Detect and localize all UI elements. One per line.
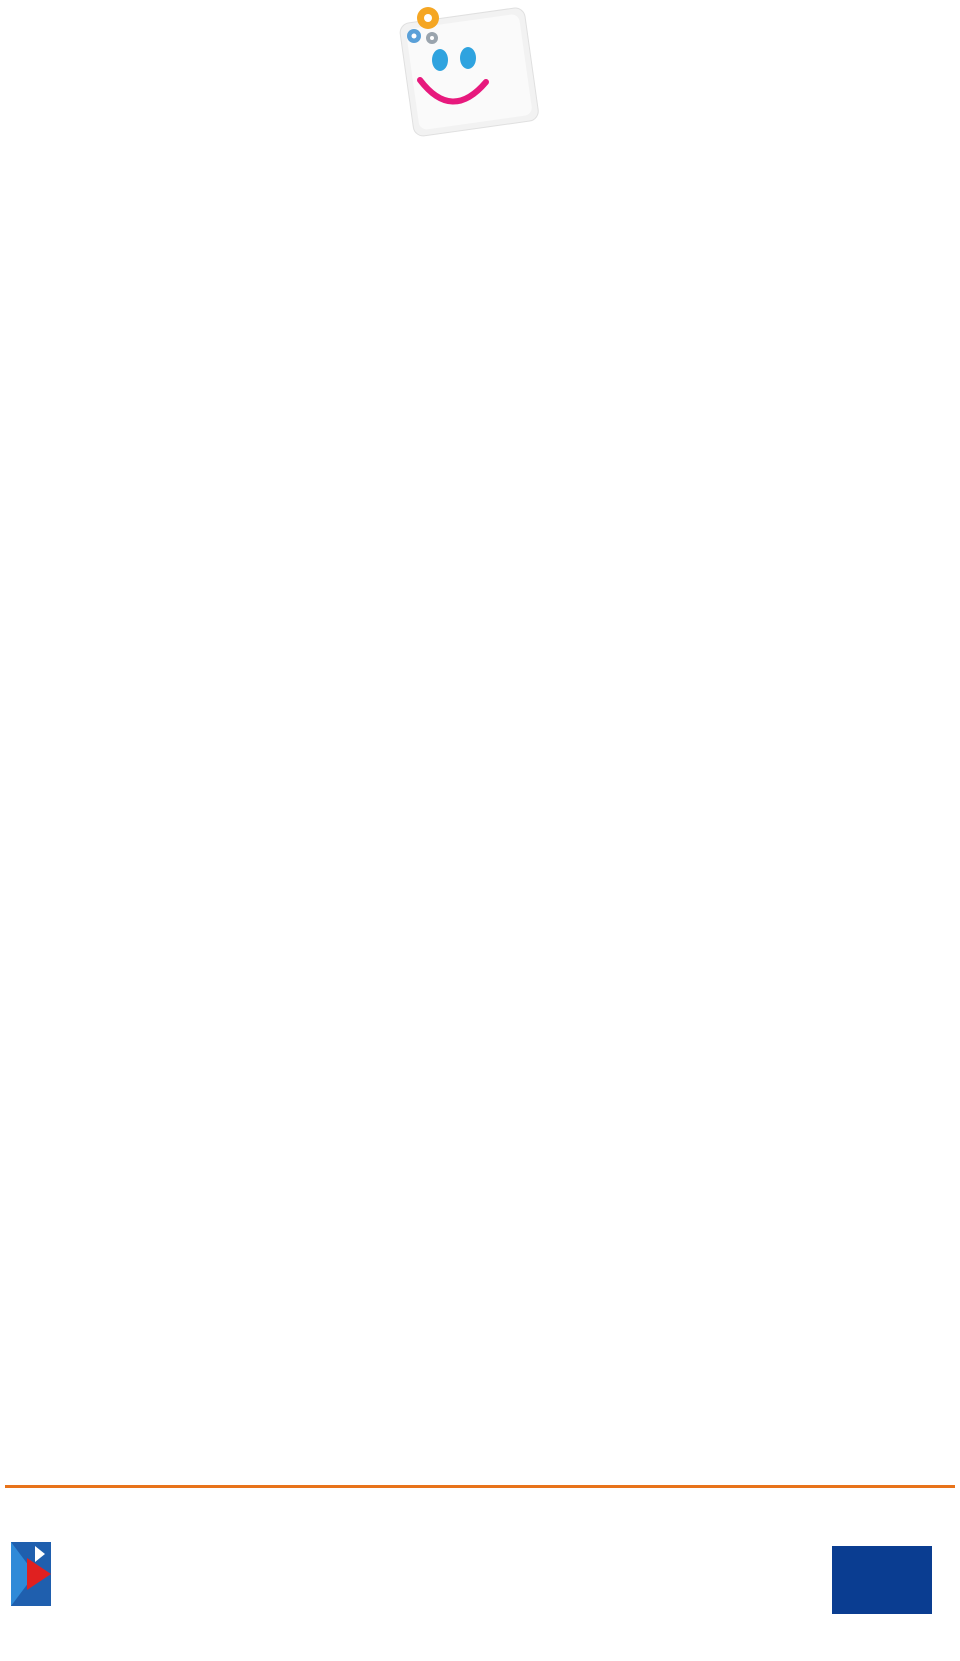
section-goal: [5, 410, 955, 439]
eu-logo: [660, 1538, 955, 1618]
kapital-ludzki-logo: [5, 1538, 255, 1610]
eu-flag-icon: [832, 1546, 932, 1614]
document-body: [5, 222, 955, 508]
footer-divider: [5, 1485, 955, 1488]
section-topic: [5, 312, 955, 341]
section-scope: [5, 361, 955, 390]
section-place: [5, 459, 955, 488]
wlacz-myslenie-logo: [348, 0, 604, 210]
